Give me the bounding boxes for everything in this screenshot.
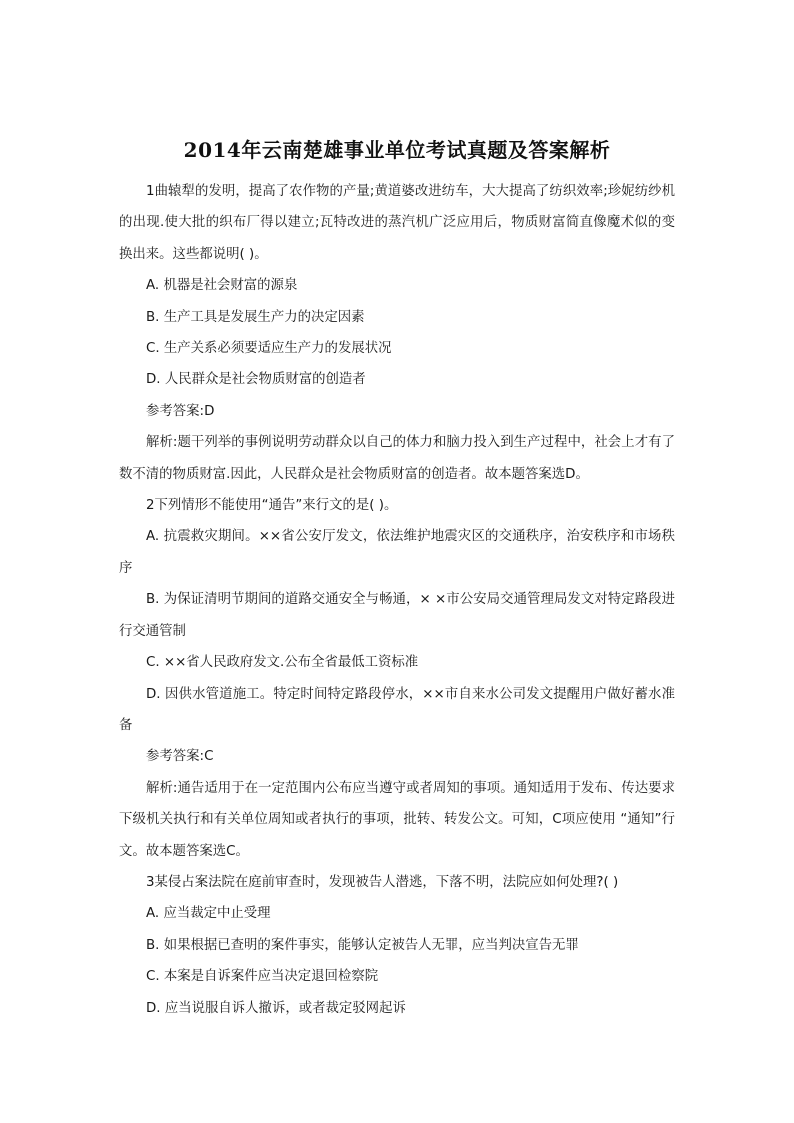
question-2-option-a: A. 抗震救灾期间。××省公安厅发文，依法维护地震灾区的交通秩序，治安秩序和市场秩序 (119, 529, 675, 576)
question-3-option-b: B. 如果根据已查明的案件事实，能够认定被告人无罪，应当判决宣告无罪 (146, 937, 579, 953)
question-3-option-d: D. 应当说服自诉人撤诉，或者裁定驳网起诉 (146, 1000, 406, 1016)
question-3-option-c: C. 本案是自诉案件应当决定退回检察院 (146, 969, 379, 985)
question-2-option-b: B. 为保证清明节期间的道路交通安全与畅通，× ×市公安局交通管理局发文对特定路段进行交通管制 (119, 592, 675, 639)
question-1-stem: 1曲辕犁的发明，提高了农作物的产量;黄道婆改进纺车，大大提高了纺织效率;珍妮纺纱机的出现.使大批的织布厂得以建立;瓦特改进的蒸汽机广泛应用后，物质财富简直像魔术似的变换出来。这些都说明( )。 (119, 184, 675, 262)
question-3-option-a: A. 应当裁定中止受理 (146, 906, 271, 922)
question-2-stem: 2下列情形不能使用“通告”来行文的是( )。 (146, 498, 398, 514)
question-2-answer: 参考答案:C (146, 749, 214, 765)
question-1-explanation: 解析:题干列举的事例说明劳动群众以自己的体力和脑力投入到生产过程中，社会上才有了数不清的物质财富.因此，人民群众是社会物质财富的创造者。故本题答案选D。 (119, 435, 675, 482)
question-1-option-d: D. 人民群众是社会物质财富的创造者 (146, 372, 366, 388)
question-1-option-a: A. 机器是社会财富的源泉 (146, 278, 298, 294)
question-1-answer: 参考答案:D (146, 403, 215, 419)
document-body (119, 176, 675, 1024)
question-1-option-b: B. 生产工具是发展生产力的决定因素 (146, 309, 365, 325)
question-1-option-c: C. 生产关系必须要适应生产力的发展状况 (146, 341, 392, 357)
document-title: 2014年云南楚雄事业单位考试真题及答案解析 (183, 138, 611, 162)
question-3-stem: 3某侵占案法院在庭前审查时，发现被告人潜逃，下落不明，法院应如何处理?( ) (146, 874, 619, 890)
question-2-option-c: C. ××省人民政府发文.公布全省最低工资标准 (146, 655, 419, 671)
question-2-option-d: D. 因供水管道施工。特定时间特定路段停水，××市自来水公司发文提醒用户做好蓄水准备 (119, 686, 675, 733)
question-2-explanation: 解析:通告适用于在一定范围内公布应当遵守或者周知的事项。通知适用于发布、传达要求下级机关执行和有关单位周知或者执行的事项，批转、转发公文。可知，C项应使用 “通知”行文。故本题答案选C。 (119, 780, 675, 859)
